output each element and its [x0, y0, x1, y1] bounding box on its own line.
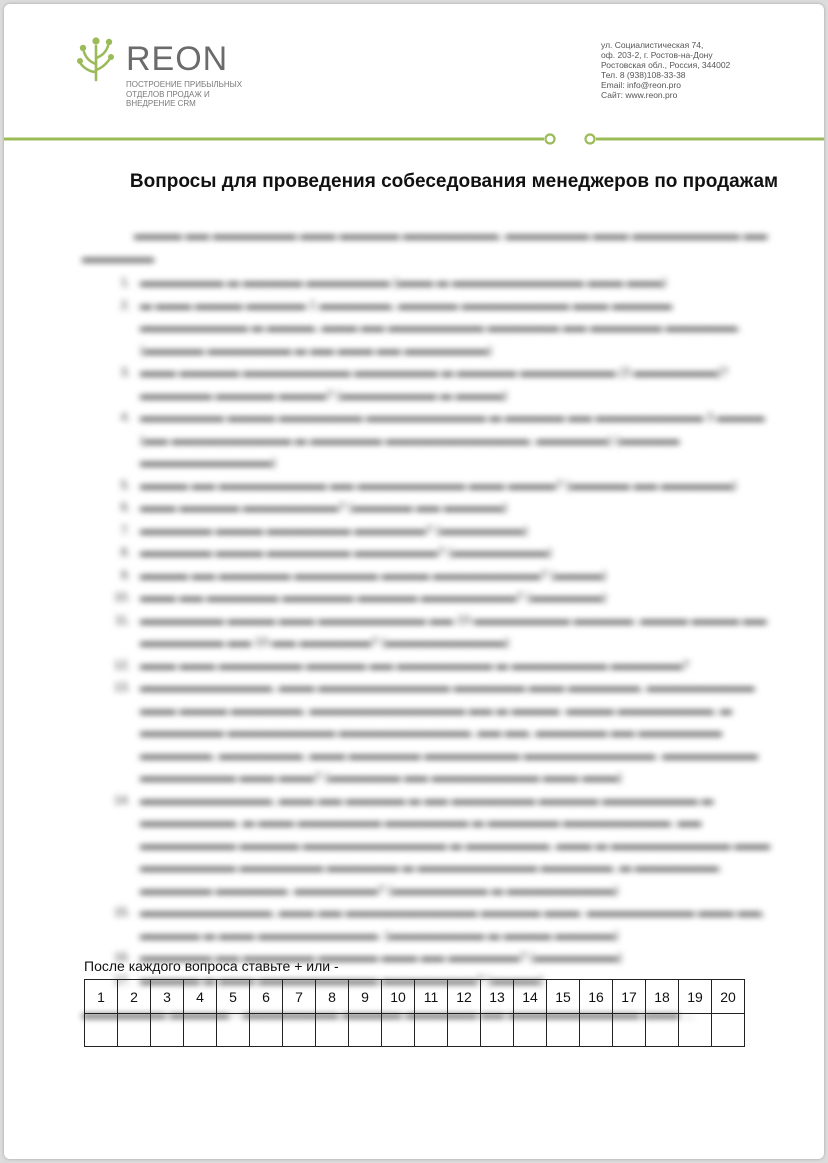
score-cell[interactable] — [547, 1014, 580, 1047]
score-cell[interactable] — [316, 1014, 349, 1047]
score-column-number: 16 — [580, 980, 613, 1014]
score-column-number: 7 — [283, 980, 316, 1014]
score-column-number: 17 — [613, 980, 646, 1014]
brand-name: REON — [126, 40, 229, 78]
score-cell[interactable] — [151, 1014, 184, 1047]
address-line: Ростовская обл., Россия, 344002 — [601, 60, 731, 70]
score-cell[interactable] — [514, 1014, 547, 1047]
score-cell[interactable] — [283, 1014, 316, 1047]
document-page — [4, 4, 824, 1159]
score-cell[interactable] — [349, 1014, 382, 1047]
score-column-number: 8 — [316, 980, 349, 1014]
reon-logo-icon — [76, 34, 116, 82]
score-cell[interactable] — [250, 1014, 283, 1047]
score-cell[interactable] — [415, 1014, 448, 1047]
company-address — [601, 40, 730, 100]
score-column-number: 4 — [184, 980, 217, 1014]
score-column-number: 1 — [85, 980, 118, 1014]
score-column-number: 2 — [118, 980, 151, 1014]
score-column-number: 15 — [547, 980, 580, 1014]
score-column-number: 9 — [349, 980, 382, 1014]
email-line: Email: info@reon.pro — [601, 80, 681, 90]
score-column-number: 11 — [415, 980, 448, 1014]
document-title: Вопросы для проведения собеседования менеджеров по продажам — [129, 171, 779, 192]
header-divider — [4, 132, 824, 146]
score-table — [84, 979, 745, 1047]
score-cell[interactable] — [217, 1014, 250, 1047]
score-cell[interactable] — [85, 1014, 118, 1047]
brand-tagline: ПОСТРОЕНИЕ ПРИБЫЛЬНЫХ ОТДЕЛОВ ПРОДАЖ И ВНЕДРЕНИЕ CRM — [126, 80, 243, 108]
address-line: оф. 203-2, г. Ростов-на-Дону — [601, 50, 713, 60]
blurred-question-list: ▬▬▬▬ ▬▬ ▬▬▬▬▬▬▬ ▬▬▬ ▬▬▬▬▬ ▬▬▬▬▬▬▬▬, ▬▬▬▬▬▬▬ ▬▬▬ ▬▬▬▬▬▬▬▬▬ ▬▬ ▬▬▬▬▬▬ 1. ▬▬▬▬▬▬▬ ▬ ▬▬▬▬▬ ▬▬▬▬▬▬▬ (▬▬▬ ▬ ▬▬▬▬▬▬▬▬▬▬▬ ▬▬▬ ▬▬▬) 2. ▬ ▬▬▬ ▬▬▬▬ ▬▬▬▬▬ 1 ▬▬▬▬▬▬, ▬▬▬▬▬ ▬▬▬▬▬▬▬▬▬ ▬▬▬ ▬▬▬▬▬ ▬▬▬▬▬▬▬▬▬ ▬ ▬▬▬▬, ▬▬▬ ▬▬ ▬▬▬▬▬▬▬▬ ▬▬▬▬▬▬ ▬▬ ▬▬▬▬▬▬ ▬▬▬▬▬▬. (▬▬▬▬▬ ▬▬▬▬▬▬▬ ▬ ▬▬ ▬▬▬ ▬▬ ▬▬▬▬▬▬▬) 3. ▬▬▬ ▬▬▬▬▬ ▬▬▬▬▬▬▬▬▬ ▬▬▬▬▬▬▬ ▬ ▬▬▬▬▬ ▬▬▬▬▬▬▬▬ (3 ▬▬▬▬▬▬▬)? ▬▬▬▬▬▬ ▬▬▬▬▬ ▬▬▬▬? (▬▬▬▬▬▬▬▬ ▬ ▬▬▬▬) 4. ▬▬▬▬▬▬▬ ▬▬▬▬ ▬▬▬▬▬▬▬ ▬▬▬▬▬▬▬▬▬▬ ▬ ▬▬▬▬▬ ▬▬ ▬▬▬▬▬▬▬▬▬ 3 ▬▬▬▬ (▬▬ ▬▬▬▬▬▬▬▬▬▬ ▬ ▬▬▬▬▬▬ ▬▬▬▬▬▬▬▬▬▬▬▬, ▬▬▬▬▬▬) (▬▬▬▬▬ ▬▬▬▬▬▬▬▬▬▬▬) 5. ▬▬▬▬ ▬▬ ▬▬▬▬▬▬▬▬▬ ▬▬ ▬▬▬▬▬▬▬▬▬ ▬▬▬ ▬▬▬▬? (▬▬▬▬▬ ▬▬ ▬▬▬▬▬▬) 6. ▬▬▬ ▬▬▬▬▬ ▬▬▬▬▬▬▬▬? (▬▬▬▬▬ ▬▬ ▬▬▬▬▬) 7. ▬▬▬▬▬▬ ▬▬▬▬ ▬▬▬▬▬▬▬ ▬▬▬▬▬▬? (▬▬▬▬▬▬▬) 8. ▬▬▬▬▬▬ ▬▬▬▬ ▬▬▬▬▬▬▬ ▬▬▬▬▬▬▬? (▬▬▬▬▬▬▬▬) 9. ▬▬▬▬ ▬▬ ▬▬▬▬▬▬ ▬▬▬▬▬▬▬ ▬▬▬▬ ▬▬▬▬▬▬▬▬▬? (▬▬▬▬) 10. ▬▬▬ ▬▬ ▬▬▬▬▬▬ ▬▬▬▬▬▬ ▬▬▬▬▬ ▬▬▬▬▬▬▬▬? (▬▬▬▬▬▬) 11. ▬▬▬▬▬▬▬ ▬▬▬▬ ▬▬▬ ▬▬▬▬▬▬▬▬▬ ▬▬ 10-▬▬▬▬▬▬▬▬ ▬▬▬▬▬. ▬▬▬▬ ▬▬▬▬ ▬▬ ▬▬▬▬▬▬▬ ▬▬ 10-▬▬ ▬▬▬▬▬▬? (▬▬▬▬▬▬▬▬▬▬) 12. ▬▬▬ ▬▬▬ ▬▬▬▬▬▬▬ ▬▬▬▬▬ ▬▬ ▬▬▬▬▬▬▬▬ ▬ ▬▬▬▬▬▬▬▬ ▬▬▬▬▬▬? 13. ▬▬▬▬▬▬▬▬▬▬▬, ▬▬▬ ▬▬▬▬▬▬▬▬▬▬▬ ▬▬▬▬▬▬ ▬▬▬ ▬▬▬▬▬▬, ▬▬▬▬▬▬▬▬▬ ▬▬▬ ▬▬▬▬ ▬▬▬▬▬▬, ▬▬▬▬▬▬▬▬▬▬▬▬▬ ▬▬ ▬ ▬▬▬▬. ▬▬▬▬ ▬▬▬▬▬▬▬▬, ▬ ▬▬▬▬▬▬▬ ▬▬▬▬▬▬▬▬▬ ▬▬▬▬▬▬▬▬▬▬▬, ▬▬ ▬▬, ▬▬▬▬▬▬ ▬▬ ▬▬▬▬▬▬▬ ▬▬▬▬▬▬, ▬▬▬▬▬▬▬, ▬▬▬ ▬▬▬▬▬▬ ▬▬▬▬▬▬▬▬ ▬▬▬▬▬▬▬▬▬▬▬. ▬▬▬▬▬▬▬▬ ▬▬▬▬▬▬▬▬ ▬▬▬ ▬▬▬? (▬▬▬▬▬▬ ▬▬ ▬▬▬▬▬▬▬▬▬ ▬▬▬ ▬▬▬) 14. ▬▬▬▬▬▬▬▬▬▬▬, ▬▬▬ ▬▬ ▬▬▬▬▬ ▬ ▬▬ ▬▬▬▬▬▬▬ ▬▬▬▬▬ ▬▬▬▬▬▬▬▬ ▬ ▬▬▬▬▬▬▬▬, ▬ ▬▬▬ ▬▬▬▬▬▬▬ ▬▬▬▬▬▬▬ ▬ ▬▬▬▬▬▬ ▬▬▬▬▬▬▬▬▬. ▬▬ ▬▬▬▬▬▬▬▬ ▬▬▬▬▬ ▬▬▬▬▬▬▬▬▬▬▬▬ ▬ ▬▬▬▬▬▬▬, ▬▬▬ ▬ ▬▬▬▬▬▬▬▬▬▬ ▬▬▬ ▬▬▬▬▬▬▬▬ ▬▬▬▬▬▬▬ ▬▬▬▬▬▬ ▬ ▬▬▬▬▬▬▬▬▬▬ ▬▬▬▬▬▬, ▬ ▬▬▬▬▬▬▬. ▬▬▬▬▬▬ ▬▬▬▬▬▬. ▬▬▬▬▬▬▬? (▬▬▬▬▬▬▬▬ ▬ ▬▬▬▬▬▬▬▬▬) 15. ▬▬▬▬▬▬▬▬▬▬▬, ▬▬▬ ▬▬ ▬▬▬▬▬▬▬▬▬▬▬ ▬▬▬▬▬ ▬▬▬. ▬▬▬▬▬▬▬▬▬ ▬▬▬ ▬▬, ▬▬▬▬▬ ▬ ▬▬▬ ▬▬▬▬▬▬▬▬▬▬. (▬▬▬▬▬▬▬▬ ▬ ▬▬▬▬ ▬▬▬▬▬) 16. ▬▬▬▬▬▬ ▬▬ ▬▬▬▬▬▬ ▬▬▬▬▬ ▬▬▬ ▬▬ ▬▬▬▬▬▬? (▬▬▬▬▬▬▬) 17. ▬▬▬▬▬ ▬ ▬▬▬ ▬▬▬▬▬▬▬▬▬▬ ▬▬▬▬▬▬▬▬? (▬▬▬▬) ▬▬▬▬▬▬▬ ▬▬▬▬▬ – ▬▬▬▬▬▬▬▬ ▬▬▬▬▬ ▬▬▬▬▬▬ ▬▬ ▬▬▬▬▬▬▬▬▬▬▬ ▬▬▬ … — [82, 224, 782, 1026]
address-line: ул. Социалистическая 74, — [601, 40, 704, 50]
phone-line: Тел. 8 (938)108-33-38 — [601, 70, 686, 80]
score-cell[interactable] — [184, 1014, 217, 1047]
score-column-number: 20 — [712, 980, 745, 1014]
score-cell[interactable] — [613, 1014, 646, 1047]
score-column-number: 12 — [448, 980, 481, 1014]
score-cell[interactable] — [448, 1014, 481, 1047]
score-cell[interactable] — [646, 1014, 679, 1047]
score-column-number: 18 — [646, 980, 679, 1014]
score-column-number: 19 — [679, 980, 712, 1014]
score-column-number: 6 — [250, 980, 283, 1014]
score-column-number: 10 — [382, 980, 415, 1014]
score-cell[interactable] — [481, 1014, 514, 1047]
score-header-row — [85, 980, 745, 1014]
score-cell[interactable] — [679, 1014, 712, 1047]
score-column-number: 3 — [151, 980, 184, 1014]
score-cell[interactable] — [118, 1014, 151, 1047]
scoring-instruction: После каждого вопроса ставьте + или - — [84, 958, 339, 974]
score-column-number: 14 — [514, 980, 547, 1014]
website-line: Сайт: www.reon.pro — [601, 90, 678, 100]
score-column-number: 5 — [217, 980, 250, 1014]
score-cell[interactable] — [712, 1014, 745, 1047]
score-entry-row — [85, 1014, 745, 1047]
score-cell[interactable] — [580, 1014, 613, 1047]
score-column-number: 13 — [481, 980, 514, 1014]
score-cell[interactable] — [382, 1014, 415, 1047]
